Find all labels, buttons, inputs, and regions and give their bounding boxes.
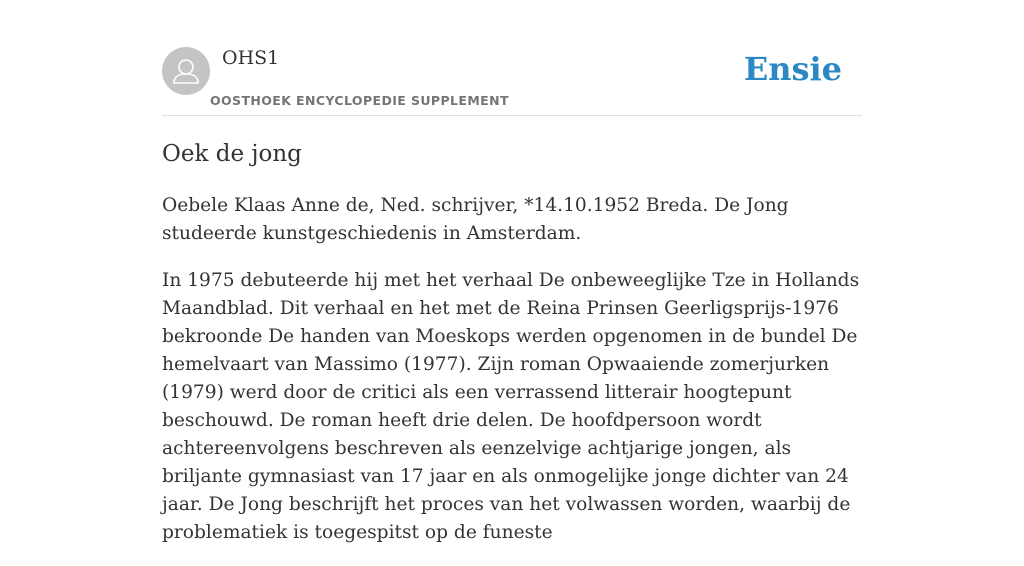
content-container	[162, 0, 862, 543]
source-label[interactable]: OOSTHOEK ENCYCLOPEDIE SUPPLEMENT	[210, 93, 509, 108]
ensie-logo[interactable]: Ensie	[743, 50, 842, 88]
entry-header	[162, 0, 862, 116]
user-icon	[162, 47, 210, 95]
avatar[interactable]	[162, 47, 210, 95]
paragraph: In 1975 debuteerde hij met het verhaal De onbeweeglijke Tze in Hollands Maandblad. Dit verhaal en het met de Reina Prinsen Geerligsprijs-1976 bekroonde De handen van Moeskops werden opgenomen in de bundel De hemelvaart van Massimo (1977). Zijn roman Opwaaiende zomerjurken (1979) werd door de critici als een verrassend litterair hoogtepunt beschouwd. De roman heeft drie delen. De hoofdpersoon wordt achtereenvolgens beschreven als eenzelvige achtjarige jongen, als briljante gymnasiast van 17 jaar en als onmogelijke jonge dichter van 24 jaar. De Jong beschrijft het proces van het volwassen worden, waarbij de problematiek is toegespitst op de funeste	[162, 270, 860, 543]
page-title: Oek de jong	[162, 141, 302, 167]
author-name[interactable]: OHS1	[222, 47, 280, 69]
paragraph: Oebele Klaas Anne de, Ned. schrijver, *14.10.1952 Breda. De Jong studeerde kunstgeschiedenis in Amsterdam.	[162, 195, 789, 244]
entry-body	[162, 192, 862, 566]
